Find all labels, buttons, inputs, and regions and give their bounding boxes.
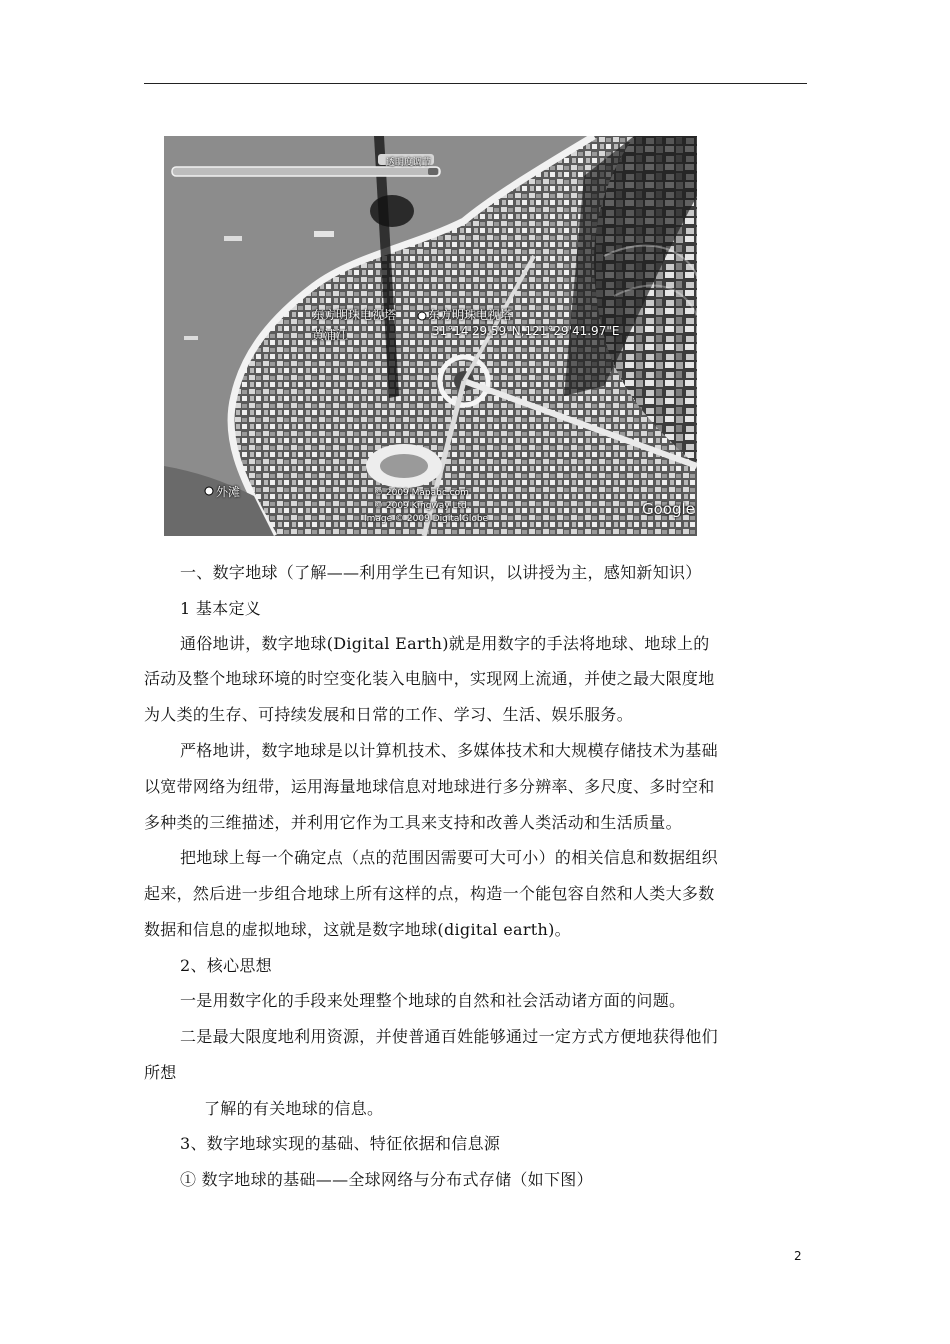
subheading-basic-definition: 1 基本定义: [180, 599, 262, 618]
map-label-tower: 东方明珠电视塔: [312, 308, 397, 322]
page-number: 2: [794, 1249, 802, 1263]
map-copyright-1: © 2009 Mapabc.com: [374, 488, 469, 498]
paragraph-line: 以宽带网络为纽带，运用海量地球信息对地球进行多分辨率、多尺度、多时空和: [144, 777, 715, 796]
paragraph-line: 一是用数字化的手段来处理整个地球的自然和社会活动诸方面的问题。: [180, 991, 686, 1010]
map-label-coordinates: 31°14'29.59"N,121°29'41.97"E: [432, 324, 620, 338]
paragraph-line: 了解的有关地球的信息。: [204, 1099, 384, 1118]
paragraph-line: 为人类的生存、可持续发展和日常的工作、学习、生活、娱乐服务。: [144, 705, 634, 724]
map-label-bund: 外滩: [216, 485, 241, 499]
map-label-river: 黄浦江: [312, 328, 349, 342]
satellite-map-image: [164, 136, 697, 536]
list-item-foundation: ① 数字地球的基础——全球网络与分布式存储（如下图）: [180, 1170, 593, 1189]
opacity-slider-label: 透明度调节: [386, 158, 432, 168]
map-copyright-2: © 2009 Kingway Ltd.: [374, 501, 470, 511]
subheading-core-idea: 2、核心思想: [180, 956, 272, 975]
paragraph-line: 起来，然后进一步组合地球上所有这样的点，构造一个能包容自然和人类大多数: [144, 884, 715, 903]
header-rule: [144, 83, 807, 84]
paragraph-line: 活动及整个地球环境的时空变化装入电脑中，实现网上流通，并使之最大限度地: [144, 669, 715, 688]
paragraph-line: 严格地讲，数字地球是以计算机技术、多媒体技术和大规模存储技术为基础: [180, 741, 718, 760]
paragraph-line: 数据和信息的虚拟地球，这就是数字地球(digital earth)。: [144, 920, 571, 939]
map-copyright-3: Image © 2009 DigitalGlobe: [364, 514, 489, 524]
paragraph-line: 多种类的三维描述，并利用它作为工具来支持和改善人类活动和生活质量。: [144, 813, 682, 832]
paragraph-line: 二是最大限度地利用资源，并使普通百姓能够通过一定方式方便地获得他们: [180, 1027, 718, 1046]
section-heading-digital-earth: 一、数字地球（了解——利用学生已有知识，以讲授为主，感知新知识）: [180, 563, 702, 582]
paragraph-line: 所想: [144, 1063, 177, 1082]
paragraph-line: 把地球上每一个确定点（点的范围因需要可大可小）的相关信息和数据组织: [180, 848, 718, 867]
map-label-tower-2: 东方明珠电视塔: [428, 308, 513, 322]
subheading-foundation: 3、数字地球实现的基础、特征依据和信息源: [180, 1134, 501, 1153]
paragraph-line: 通俗地讲，数字地球(Digital Earth)就是用数字的手法将地球、地球上的: [180, 634, 710, 653]
google-logo: Google: [642, 500, 695, 518]
